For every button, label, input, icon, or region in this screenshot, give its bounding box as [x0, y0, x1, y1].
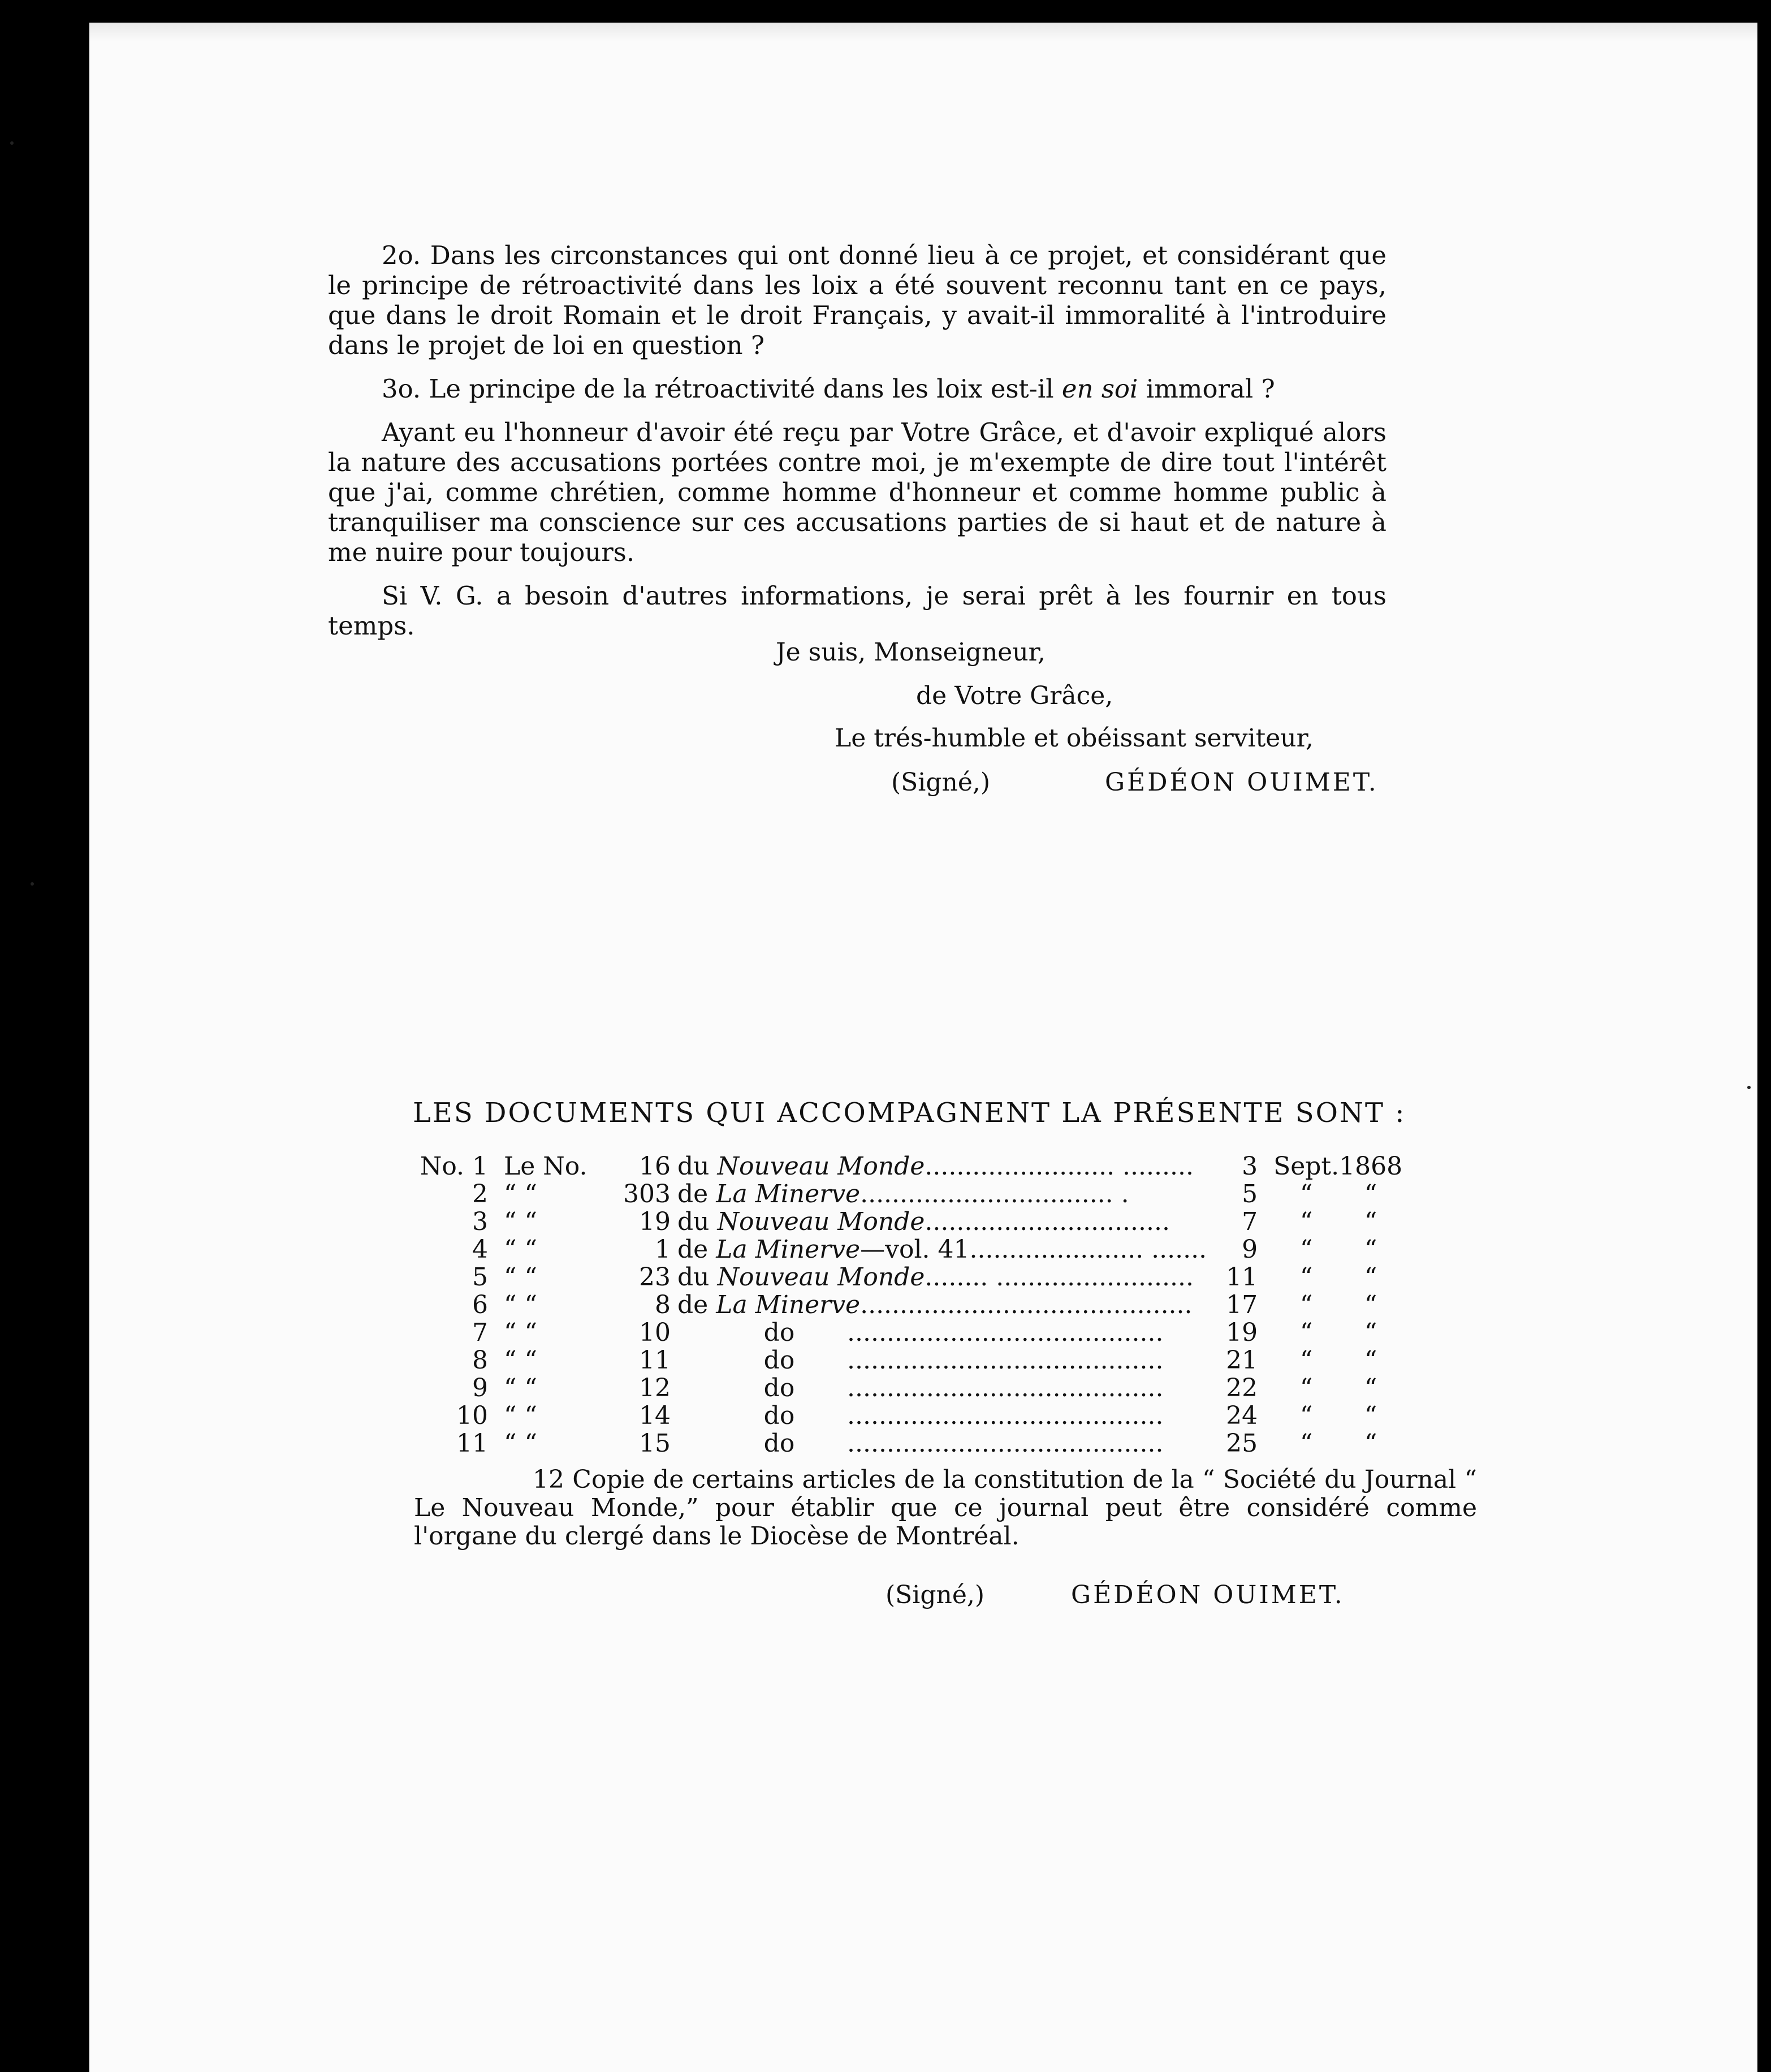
leader-dots: ........................ ......... [925, 1152, 1194, 1181]
leader-dots: .......................................... [860, 1290, 1193, 1319]
issue-month: “ [1299, 1180, 1313, 1208]
issue-label: “ “ [504, 1374, 537, 1402]
publication-cell [677, 1208, 1207, 1236]
publication-cell [677, 1236, 1207, 1263]
issue-year: “ [1364, 1318, 1377, 1347]
document-row [395, 1291, 1402, 1319]
publication-name: La Minerve [716, 1235, 861, 1264]
publication-cell [677, 1346, 1207, 1374]
leader-dots: ...................... ....... [969, 1235, 1207, 1264]
issue-month: “ [1299, 1374, 1313, 1402]
issue-day: 5 [1242, 1180, 1258, 1208]
leader-dots: ................................ . [860, 1180, 1129, 1208]
document-row [395, 1430, 1402, 1457]
publication-cell [677, 1263, 1207, 1291]
issue-day: 9 [1242, 1235, 1258, 1264]
issue-label: “ “ [504, 1346, 537, 1375]
publication-volume: —vol. 41 [860, 1235, 970, 1264]
issue-number: 11 [639, 1346, 671, 1375]
issue-month: “ [1299, 1346, 1313, 1375]
publication-cell [677, 1402, 1207, 1430]
document-number: 8 [472, 1346, 488, 1375]
issue-number: 15 [639, 1429, 671, 1458]
publication-article: du [677, 1263, 710, 1292]
issue-label: “ “ [504, 1318, 537, 1347]
issue-month: Sept. [1273, 1152, 1340, 1181]
paragraph-informations: Si V. G. a besoin d'autres informations, je serai prêt à les fournir en tous temps. [328, 581, 1386, 641]
issue-label: “ “ [504, 1290, 537, 1319]
question-3-emphasis: en soi [1061, 374, 1138, 404]
issue-year: “ [1364, 1401, 1377, 1430]
publication-article: de [677, 1235, 709, 1264]
issue-number: 8 [655, 1290, 671, 1319]
document-number: 2 [472, 1180, 488, 1208]
document-row [395, 1208, 1402, 1236]
issue-day: 21 [1226, 1346, 1258, 1375]
paragraph-question-2: 2o. Dans les circonstances qui ont donné lieu à ce projet, et considérant que le principe de rétroactivité dans les loix a été souvent reconnu tant en ce pays, que dans le droit Romain et le droit Français, y avait-il immoralité à l'introduire dans le projet de loi en question ? [328, 240, 1386, 360]
publication-cell [677, 1319, 1207, 1346]
letter-body [328, 240, 1386, 641]
document-12-note [414, 1466, 1477, 1551]
publication-name: do [763, 1346, 795, 1375]
issue-day: 7 [1242, 1207, 1258, 1236]
question-3-text: 3o. Le principe de la rétroactivité dans les loix est-il [382, 374, 1062, 404]
issue-number: 16 [639, 1152, 671, 1181]
issue-year: “ [1364, 1263, 1377, 1292]
issue-year: 1868 [1339, 1152, 1403, 1181]
issue-number: 19 [639, 1207, 671, 1236]
leader-dots: ........ ......................... [925, 1263, 1194, 1292]
publication-cell [677, 1430, 1207, 1457]
document-number: 9 [472, 1374, 488, 1402]
issue-day: 24 [1226, 1401, 1258, 1430]
issue-number: 14 [639, 1401, 671, 1430]
paragraph-honneur: Ayant eu l'honneur d'avoir été reçu par Votre Grâce, et d'avoir expliqué alors la nature des accusations portées contre moi, je m'exempte de dire tout l'intérêt que j'ai, comme chrétien, comme homme d'honneur et comme homme public à tranquiliser ma conscience sur ces accusations parties de si haut et de nature à me nuire pour toujours. [328, 417, 1386, 567]
documents-signed-label: (Signé,) [886, 1581, 985, 1609]
issue-day: 19 [1226, 1318, 1258, 1347]
issue-label: “ “ [504, 1401, 537, 1430]
leader-dots: ........................................ [847, 1374, 1164, 1402]
issue-month: “ [1299, 1429, 1313, 1458]
issue-label: “ “ [504, 1207, 537, 1236]
documents-table [395, 1152, 1402, 1457]
issue-number: 1 [655, 1235, 671, 1264]
issue-year: “ [1364, 1346, 1377, 1375]
closing-grace: de Votre Grâce, [916, 681, 1113, 710]
issue-day: 22 [1226, 1374, 1258, 1402]
leader-dots: ............................... [925, 1207, 1170, 1236]
issue-year: “ [1364, 1207, 1377, 1236]
issue-day: 17 [1226, 1290, 1258, 1319]
scan-fleck [31, 882, 34, 886]
issue-label: “ “ [504, 1180, 537, 1208]
publication-name: Nouveau Monde [717, 1263, 925, 1292]
leader-dots: ........................................ [847, 1429, 1164, 1458]
issue-month: “ [1299, 1401, 1313, 1430]
documents-heading: LES DOCUMENTS QUI ACCOMPAGNENT LA PRÉSENTE SONT : [413, 1097, 1406, 1129]
publication-cell [677, 1374, 1207, 1402]
documents-signature-name: GÉDÉON OUIMET. [1071, 1581, 1345, 1609]
document-row [395, 1236, 1402, 1263]
publication-article: de [677, 1180, 709, 1208]
closing-salutation: Je suis, Monseigneur, [776, 638, 1046, 667]
issue-day: 25 [1226, 1429, 1258, 1458]
issue-number: 10 [639, 1318, 671, 1347]
publication-article: du [677, 1207, 710, 1236]
publication-name: La Minerve [716, 1180, 861, 1208]
issue-month: “ [1299, 1263, 1313, 1292]
publication-name: do [763, 1374, 795, 1402]
document-row [395, 1263, 1402, 1291]
document-row [395, 1319, 1402, 1346]
publication-cell [677, 1152, 1207, 1180]
publication-name: do [763, 1318, 795, 1347]
issue-year: “ [1364, 1429, 1377, 1458]
document-row [395, 1402, 1402, 1430]
document-number: 4 [472, 1235, 488, 1264]
issue-number: 12 [639, 1374, 671, 1402]
publication-name: do [763, 1429, 795, 1458]
document-number: 6 [472, 1290, 488, 1319]
publication-article: du [677, 1152, 710, 1181]
issue-year: “ [1364, 1180, 1377, 1208]
publication-cell [677, 1180, 1207, 1208]
issue-label: “ “ [504, 1429, 537, 1458]
issue-month: “ [1299, 1290, 1313, 1319]
document-number: 10 [456, 1401, 488, 1430]
scan-fleck [10, 141, 14, 145]
issue-day: 11 [1226, 1263, 1258, 1292]
publication-name: do [763, 1401, 795, 1430]
document-row [395, 1180, 1402, 1208]
leader-dots: ........................................ [847, 1318, 1164, 1347]
document-number: 11 [456, 1429, 488, 1458]
issue-label: “ “ [504, 1235, 537, 1264]
publication-article: de [677, 1290, 709, 1319]
issue-month: “ [1299, 1318, 1313, 1347]
document-12-text: 12 Copie de certains articles de la constitution de la “ Société du Journal “ Le Nouveau Monde,” pour établir que ce journal peut être considéré comme l'organe du clergé dans le Diocèse de Montréal. [414, 1465, 1477, 1551]
scan-fleck [1747, 1086, 1751, 1089]
closing-signature-name: GÉDÉON OUIMET. [1105, 768, 1379, 797]
closing-servant: Le trés-humble et obéissant serviteur, [835, 724, 1314, 753]
closing-signed-label: (Signé,) [891, 768, 991, 797]
question-3-end: immoral ? [1138, 374, 1275, 404]
document-number: 3 [472, 1207, 488, 1236]
document-row [395, 1374, 1402, 1402]
document-row [395, 1152, 1402, 1180]
issue-year: “ [1364, 1290, 1377, 1319]
publication-name: Nouveau Monde [717, 1207, 925, 1236]
issue-month: “ [1299, 1207, 1313, 1236]
leader-dots: ........................................ [847, 1346, 1164, 1375]
issue-year: “ [1364, 1374, 1377, 1402]
leader-dots: ........................................ [847, 1401, 1164, 1430]
issue-month: “ [1299, 1235, 1313, 1264]
issue-day: 3 [1242, 1152, 1258, 1181]
issue-number: 23 [639, 1263, 671, 1292]
issue-label: “ “ [504, 1263, 537, 1292]
document-row [395, 1346, 1402, 1374]
document-number: 7 [472, 1318, 488, 1347]
document-page [89, 23, 1757, 2072]
document-number: 5 [472, 1263, 488, 1292]
paragraph-question-3 [328, 374, 1386, 404]
publication-cell [677, 1291, 1207, 1319]
issue-year: “ [1364, 1235, 1377, 1264]
issue-label: Le No. [504, 1152, 588, 1181]
document-number: No. 1 [420, 1152, 488, 1181]
issue-number: 303 [623, 1180, 671, 1208]
publication-name: Nouveau Monde [717, 1152, 925, 1181]
publication-name: La Minerve [716, 1290, 861, 1319]
